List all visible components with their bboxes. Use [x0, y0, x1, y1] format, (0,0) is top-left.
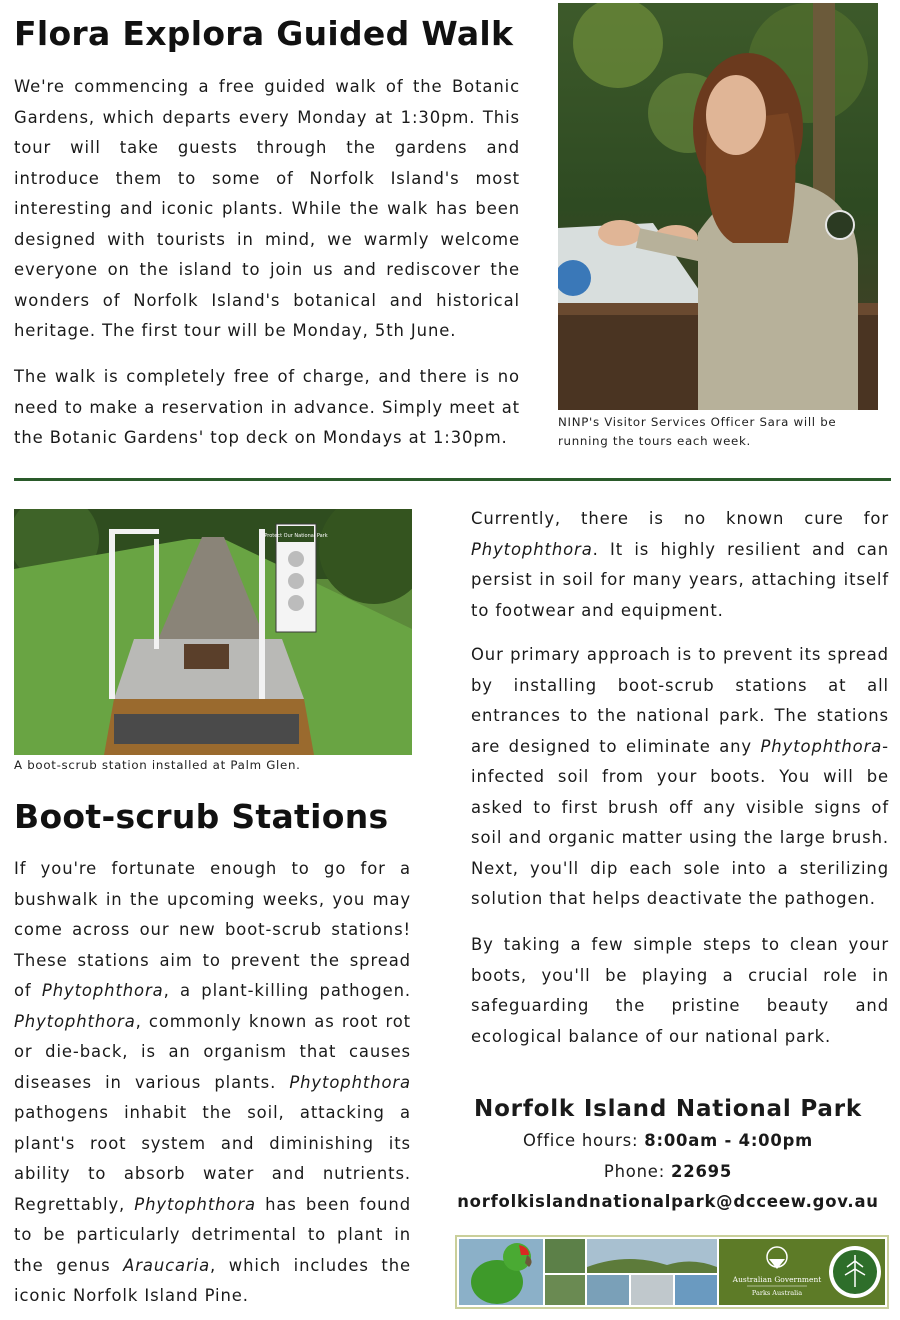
- photo-sara-guide: [558, 3, 878, 410]
- contact-block: [455, 1096, 881, 1218]
- section-divider: [14, 478, 891, 481]
- text-segment: Currently, there is no known cure for: [471, 509, 889, 528]
- paragraph-simple-steps: By taking a few simple steps to clean your boots, you'll be playing a crucial role in safeguarding the pristine beauty and ecological balance of our national park.: [471, 935, 889, 1046]
- heading-boot-scrub: Boot-scrub Stations: [14, 797, 389, 836]
- paragraph-walk-free: The walk is completely free of charge, and there is no need to make a reservation in advance. Simply meet at the Botanic Gardens' top deck on Mondays at 1:30pm.: [14, 367, 520, 447]
- footer-banner: [455, 1235, 889, 1309]
- heading-flora-explora: Flora Explora Guided Walk: [14, 14, 514, 53]
- office-hours-value: 8:00am - 4:00pm: [644, 1131, 814, 1150]
- term-phytophthora: Phytophthora: [289, 1072, 411, 1092]
- text-segment: pathogens inhabit the soil, attacking a plant's root system and diminishing its ability to absorb water and nutrients. Regrettably,: [14, 1103, 411, 1214]
- text-segment: , which includes the iconic Norfolk Island Pine.: [14, 1255, 411, 1305]
- paragraph-approach: [471, 640, 889, 915]
- sign-title-text: Protect Our National Park: [264, 533, 328, 539]
- photo-boot-scrub-station: [14, 509, 412, 755]
- text-segment: , a plant-killing pathogen.: [163, 981, 411, 1000]
- term-phytophthora: Phytophthora: [41, 981, 164, 1000]
- caption-sara: NINP's Visitor Services Officer Sara will be running the tours each week.: [558, 415, 837, 448]
- term-phytophthora: Phytophthora: [134, 1194, 256, 1214]
- text-segment: has been found to be particularly detrimental to plant in the genus: [14, 1194, 412, 1275]
- phone-label: Phone:: [603, 1161, 672, 1181]
- org-name: Norfolk Island National Park: [474, 1096, 862, 1122]
- phone-value[interactable]: 22695: [671, 1161, 733, 1181]
- gov-line1: Australian Government: [732, 1275, 822, 1284]
- term-araucaria: Araucaria: [123, 1255, 211, 1275]
- paragraph-walk-intro: We're commencing a free guided walk of the Botanic Gardens, which departs every Monday at 1:30pm. This tour will take guests through the gardens and introduce them to some of Norfolk Island's most interesting and iconic plants. While the walk has been designed with tourists in mind, we warmly welcome everyone on the island to join us and rediscover the wonders of Norfolk Island's botanical and historical heritage. The first tour will be Monday, 5th June.: [14, 77, 520, 340]
- caption-boot-scrub: A boot-scrub station installed at Palm Glen.: [14, 758, 301, 772]
- paragraph-boot-scrub-intro: [14, 854, 411, 1312]
- text-segment: If you're fortunate enough to go for a bushwalk in the upcoming weeks, you may come across our new boot-scrub stations! These stations aim to prevent the spread of: [14, 859, 411, 1000]
- norfolk-island-seal-icon: [829, 1246, 881, 1298]
- email: [455, 1187, 881, 1218]
- office-hours: [455, 1126, 881, 1157]
- text-segment: -infected soil from your boots. You will be asked to first brush off any visible signs of soil and organic matter using the large brush. Next, you'll dip each sole into a sterilizing solution that helps deactivate the pathogen.: [471, 736, 889, 908]
- office-hours-label: Office hours:: [522, 1131, 645, 1150]
- text-segment: . It is highly resilient and can persist in soil for many years, attaching itself to footwear and equipment.: [471, 539, 889, 620]
- paragraph-no-cure: [471, 504, 889, 626]
- term-phytophthora: Phytophthora: [471, 539, 593, 559]
- text-segment: , commonly known as root rot or die-back, is an organism that causes diseases in various plants.: [14, 1011, 411, 1092]
- phone: [455, 1157, 881, 1188]
- gov-line2: Parks Australia: [751, 1289, 803, 1297]
- scenic-photos: [545, 1239, 717, 1305]
- email-link[interactable]: norfolkislandnationalpark@dcceew.gov.au: [457, 1192, 879, 1211]
- parrot-photo: [459, 1239, 543, 1305]
- text-segment: Our primary approach is to prevent its spread by installing boot-scrub stations at all entrances to the national park. The stations are designed to eliminate any: [471, 645, 889, 756]
- term-phytophthora: Phytophthora: [14, 1011, 136, 1031]
- term-phytophthora: Phytophthora: [760, 736, 883, 756]
